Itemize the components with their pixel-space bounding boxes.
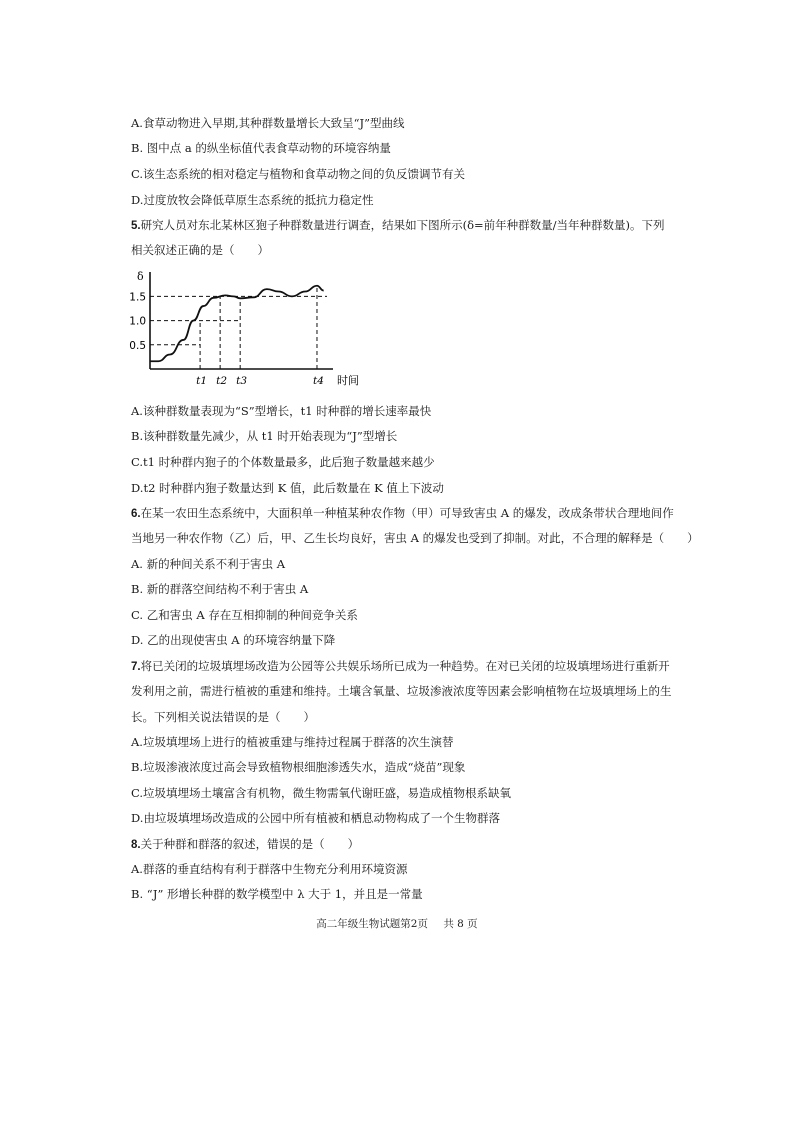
- q8-option-b: B. “J” 形增长种群的数学模型中 λ 大于 1，并且是一常量: [131, 887, 423, 901]
- q7-option-b: B.垃圾渗液浓度过高会导致植物根细胞渗透失水，造成“烧苗”现象: [131, 760, 466, 774]
- q6-option-c: C. 乙和害虫 A 存在互相抑制的种间竞争关系: [131, 608, 358, 622]
- q5-stem-line2: 相关叙述正确的是（ ）: [131, 243, 269, 257]
- q7-option-d: D.由垃圾填埋场改造成的公园中所有植被和栖息动物构成了一个生物群落: [131, 811, 500, 825]
- x-tick-label-t4: t4: [312, 375, 324, 387]
- page-footer: [0, 916, 794, 931]
- q6-option-d: D. 乙的出现使害虫 A 的环境容纳量下降: [131, 633, 336, 647]
- y-axis-label: δ: [137, 270, 144, 283]
- q7-option-c: C.垃圾填埋场土壤富含有机物，微生物需氧代谢旺盛，易造成植物根系缺氧: [131, 786, 512, 800]
- q7-stem-line3: 长。下列相关说法错误的是（ ）: [131, 710, 315, 724]
- y-tick-label: 1.0: [129, 315, 146, 328]
- y-tick-label: 1.5: [129, 291, 146, 304]
- q5-option-b: B.该种群数量先减少，从 t1 时开始表现为“J”型增长: [131, 429, 398, 443]
- q6-number: 6.: [131, 508, 141, 520]
- x-tick-label-t3: t3: [236, 375, 248, 387]
- q7-stem-text-1: 将已关闭的垃圾填埋场改造为公园等公共娱乐场所已成为一种趋势。在对已关闭的垃圾填埋场进行重新开: [140, 659, 670, 673]
- q4-option-b: B. 图中点 a 的纵坐标值代表食草动物的环境容纳量: [131, 141, 391, 155]
- q8-stem: [131, 836, 359, 853]
- q5-option-c: C.t1 时种群内狍子的个体数量最多，此后狍子数量越来越少: [131, 455, 435, 469]
- delta-curve: [150, 286, 324, 362]
- q5-stem: [131, 217, 665, 234]
- q8-option-a: A.群落的垂直结构有利于群落中生物充分利用环境资源: [131, 862, 408, 876]
- q7-stem: [131, 658, 670, 675]
- q4-option-c: C.该生态系统的相对稳定与植物和食草动物之间的负反馈调节有关: [131, 167, 466, 181]
- q7-option-a: A.垃圾填埋场上进行的植被重建与维持过程属于群落的次生演替: [131, 735, 454, 749]
- q6-stem-text-1: 在某一农田生态系统中，大面积单一种植某种农作物（甲）可导致害虫 A 的爆发，改成条带状合理地间作: [140, 506, 674, 520]
- q4-option-a: A.食草动物进入早期,其种群数量增长大致呈“J”型曲线: [131, 116, 405, 130]
- q6-option-b: B. 新的群落空间结构不利于害虫 A: [131, 582, 309, 596]
- q7-stem-line2: 发利用之前，需进行植被的重建和维持。土壤含氧量、垃圾渗液浓度等因素会影响植物在垃圾填埋场上的生: [131, 684, 672, 698]
- q6-option-a: A. 新的种间关系不利于害虫 A: [131, 557, 286, 571]
- y-tick-label: 0.5: [129, 339, 146, 352]
- q5-option-a: A.该种群数量表现为“S”型增长，t1 时种群的增长速率最快: [131, 404, 432, 418]
- footer-total-pages: 共 8 页: [443, 918, 478, 930]
- q8-number: 8.: [131, 839, 141, 851]
- q7-number: 7.: [131, 661, 141, 673]
- x-axis-label: 时间: [337, 374, 359, 387]
- q6-stem-line2: 当地另一种农作物（乙）后，甲、乙生长均良好，害虫 A 的爆发也受到了抑制。对此，不合理的解释是（ ）: [131, 531, 699, 545]
- q5-option-d: D.t2 时种群内狍子数量达到 K 值，此后数量在 K 值上下波动: [131, 481, 444, 495]
- chart-plot-area: [129, 270, 359, 387]
- q6-stem: [131, 505, 674, 522]
- q8-stem-text-1: 关于种群和群落的叙述，错误的是（ ）: [140, 837, 360, 851]
- q4-option-d: D.过度放牧会降低草原生态系统的抵抗力稳定性: [131, 193, 374, 207]
- delta-time-graph: [122, 268, 362, 392]
- footer-page-number: 高二年级生物试题第2页: [316, 918, 428, 930]
- x-tick-label-t2: t2: [216, 375, 228, 387]
- q5-number: 5.: [131, 220, 141, 232]
- q5-stem-text-1: 研究人员对东北某林区狍子种群数量进行调查，结果如下图所示(δ=前年种群数量/当年种群数量)。下列: [140, 218, 665, 232]
- x-tick-label-t1: t1: [196, 375, 208, 387]
